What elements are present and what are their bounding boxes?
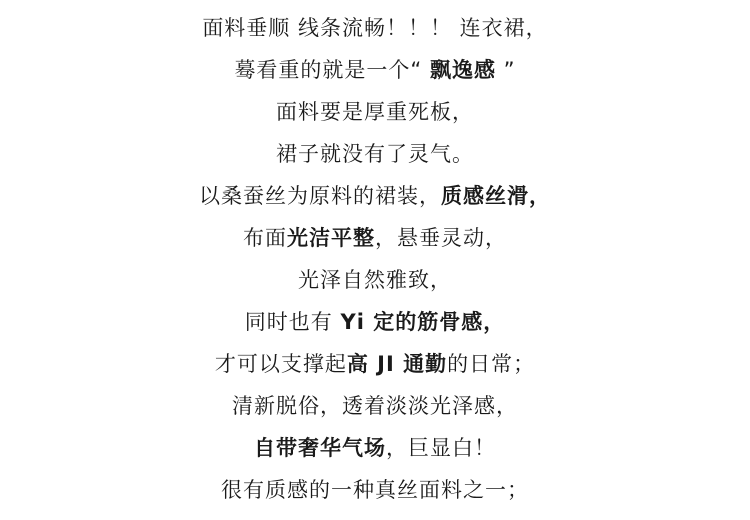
text-span: ” xyxy=(496,58,516,82)
text-span: 才可以支撑起 xyxy=(214,352,347,376)
text-span: 很有质感的一种真丝面料之一； xyxy=(221,478,529,502)
bold-text-span: Yi 定的筋骨感， xyxy=(340,310,506,334)
text-line xyxy=(0,476,750,504)
bold-text-span: 高 JI 通勤 xyxy=(346,352,448,376)
text-line xyxy=(0,14,750,42)
text-line xyxy=(0,308,750,336)
bold-text-span: 飘逸感 xyxy=(430,58,496,82)
text-line xyxy=(0,56,750,84)
text-span: 的日常； xyxy=(447,352,536,376)
text-span: 布面 xyxy=(243,226,287,250)
text-line xyxy=(0,266,750,294)
text-span: 同时也有 xyxy=(244,310,341,334)
text-span: 蓦看重的就是一个“ xyxy=(234,58,430,82)
text-span: 面料垂顺 线条流畅！！！ 连衣裙， xyxy=(202,16,548,40)
bold-text-span: 质感丝滑， xyxy=(441,184,551,208)
text-span: 裙子就没有了灵气。 xyxy=(276,142,474,166)
text-line xyxy=(0,182,750,210)
text-line xyxy=(0,98,750,126)
text-line xyxy=(0,350,750,378)
text-line xyxy=(0,224,750,252)
text-span: ，悬垂灵动， xyxy=(375,226,507,250)
bold-text-span: 自带奢华气场 xyxy=(254,436,386,460)
text-span: ，巨显白！ xyxy=(386,436,496,460)
text-span: 面料要是厚重死板， xyxy=(276,100,474,124)
text-line xyxy=(0,392,750,420)
text-line xyxy=(0,434,750,462)
text-span: 清新脱俗，透着淡淡光泽感， xyxy=(232,394,518,418)
bold-text-span: 光洁平整 xyxy=(287,226,375,250)
text-span: 以桑蚕丝为原料的裙装， xyxy=(199,184,441,208)
text-span: 光泽自然雅致， xyxy=(298,268,452,292)
text-line xyxy=(0,140,750,168)
